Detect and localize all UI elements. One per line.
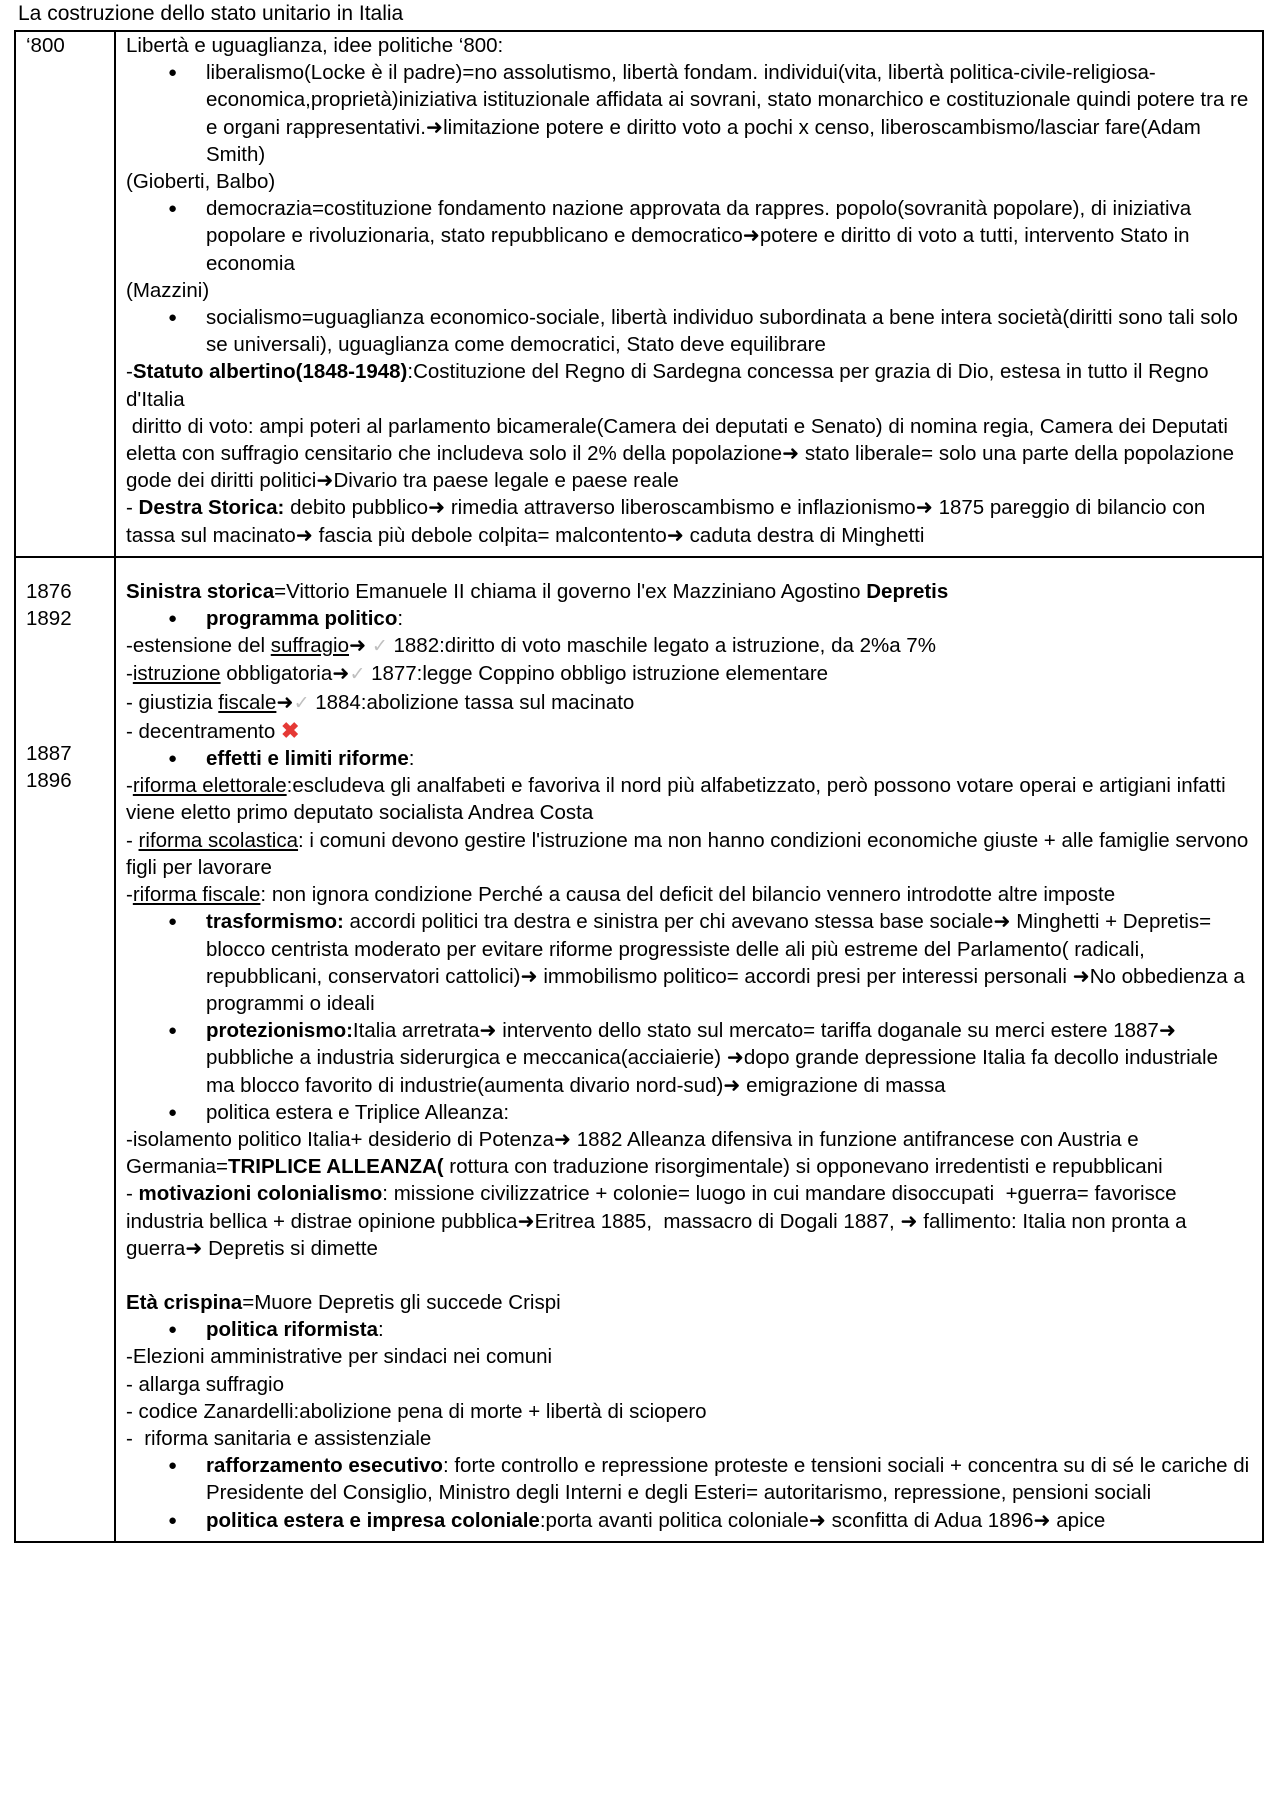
text-span: debito pubblico➜ rimedia attraverso liberoscambismo e inflazionismo➜ 1875 pareggio di bilancio con tassa sul macinato➜ fascia più debole colpita= malcontento➜ caduta destra di Minghetti bbox=[126, 496, 1211, 547]
text-span: accordi politici tra destra e sinistra per chi avevano stessa base sociale➜ Minghetti + Depretis= blocco centrista moderato per evitare riforme progressiste delle ali più estreme del Parlamento( radicali, repubblicani, conservatori cattolici)➜ immobilismo politico= accordi presi per interessi personali ➜No obbedienza a programmi o ideali bbox=[206, 910, 1245, 1015]
text-span: - giustizia bbox=[126, 690, 219, 714]
text-span: :escludeva gli analfabeti e favoriva il nord più alfabetizzato, però possono votare operai e artigiani infatti viene eletto primo deputato socialista Andrea Costa bbox=[126, 774, 1226, 825]
names-text: (Mazzini) bbox=[126, 278, 210, 302]
names-text: (Gioberti, Balbo) bbox=[126, 170, 276, 194]
list-item bbox=[168, 1316, 1252, 1343]
list-item bbox=[168, 745, 1252, 772]
checkmark-icon: ✓ bbox=[349, 664, 366, 686]
text-span: 1882:diritto di voto maschile legato a istruzione, da 2%a 7% bbox=[387, 634, 936, 658]
list-item: ● democrazia=costituzione fondamento nazione approvata da rappres. popolo(sovranità popolare), di iniziativa popolare e rivoluzionaria, stato repubblicano e democratico➜potere e diritto di voto a tutti, intervento Stato in economia bbox=[168, 195, 1252, 277]
bullet-list bbox=[126, 1452, 1252, 1534]
text-span: Italia arretrata➜ intervento dello stato sul mercato= tariffa doganale su merci estere 1887➜ pubbliche a industria siderurgica e meccanica(acciaierie) ➜dopo grande depressione Italia fa decollo industriale ma blocco favorito di industrie(aumenta divario nord-sud)➜ emigrazione di massa bbox=[206, 1019, 1219, 1097]
bullet-list bbox=[126, 59, 1252, 168]
bold-text: protezionismo: bbox=[206, 1019, 353, 1043]
text-span: : bbox=[397, 607, 404, 631]
underlined-text: riforma scolastica bbox=[138, 828, 299, 852]
date-cell bbox=[15, 31, 115, 557]
table-row bbox=[15, 557, 1263, 1542]
text-span: - bbox=[126, 774, 133, 798]
bold-text: TRIPLICE ALLEANZA( bbox=[227, 1155, 444, 1179]
underlined-text: riforma fiscale bbox=[132, 883, 261, 907]
text-span: ➜ bbox=[349, 634, 372, 658]
text-span: - bbox=[126, 1182, 139, 1206]
list-item: ● liberalismo(Locke è il padre)=no assolutismo, libertà fondam. individui(vita, libertà politica-civile-religiosa-economica,proprietà)iniziativa istituzionale affidata ai sovrani, stato monarchico e costituzionale quindi potere tra re e organi rappresentativi.➜limitazione potere e diritto voto a pochi x censo, liberoscambismo/lasciar fare(Adam Smith) bbox=[168, 59, 1252, 168]
bullet-list bbox=[126, 195, 1252, 277]
bold-text: effetti e limiti riforme bbox=[206, 747, 409, 771]
bullet-list bbox=[126, 1316, 1252, 1343]
bold-text: Depretis bbox=[866, 579, 949, 603]
text-span: - decentramento bbox=[126, 719, 281, 743]
text-span: -isolamento politico Italia+ desiderio di Potenza➜ 1882 Alleanza difensiva in funzione antifrancese con Austria e Germania= bbox=[126, 1127, 1139, 1179]
statuto-paragraph bbox=[126, 358, 1252, 412]
date-cell bbox=[15, 557, 115, 1542]
content-cell bbox=[115, 557, 1263, 1542]
programma-item bbox=[126, 689, 1252, 717]
list-item: ● socialismo=uguaglianza economico-sociale, libertà individuo subordinata a bene intera società(diritti sono tali solo se universali), uguaglianza come democratici, Stato deve equilibrare bbox=[168, 304, 1252, 358]
effetti-item bbox=[126, 827, 1252, 881]
date-label: 1876 bbox=[26, 579, 72, 603]
bold-text: politica estera e impresa coloniale bbox=[206, 1508, 540, 1532]
document-title: La costruzione dello stato unitario in Italia bbox=[18, 2, 404, 25]
text-span: rottura con traduzione risorgimentale) si opponevano irredentisti e repubblicani bbox=[443, 1155, 1163, 1179]
date-label: 1896 bbox=[26, 769, 72, 793]
underlined-text: riforma elettorale bbox=[132, 774, 287, 798]
bullet-list bbox=[126, 304, 1252, 358]
bold-text: motivazioni colonialismo bbox=[138, 1182, 383, 1206]
list-item: ● politica estera e Triplice Alleanza: bbox=[168, 1099, 1252, 1126]
programma-item bbox=[126, 632, 1252, 660]
content-cell bbox=[115, 31, 1263, 557]
bold-text: politica riformista bbox=[206, 1318, 379, 1342]
text-span: : i comuni devono gestire l'istruzione ma non hanno condizioni economiche giuste + alle famiglie servono figli per lavorare bbox=[126, 828, 1249, 879]
bullet-list bbox=[126, 908, 1252, 1126]
destra-paragraph bbox=[126, 494, 1252, 548]
text-span: : missione civilizzatrice + colonie= luogo in cui mandare disoccupati +guerra= favorisce industria bellica + distrae opinione pubblica➜Eritrea 1885, massacro di Dogali 1887, ➜ fallimento: Italia non pronta a guerra➜ Depretis si dimette bbox=[126, 1182, 1193, 1260]
spacer bbox=[26, 659, 114, 686]
riforma-item: -Elezioni amministrative per sindaci nei comuni bbox=[126, 1345, 553, 1369]
text-span: 1877:legge Coppino obbligo istruzione elementare bbox=[365, 662, 829, 686]
list-item bbox=[168, 1452, 1252, 1506]
bullet-list bbox=[126, 605, 1252, 632]
text-span: : bbox=[378, 1318, 384, 1342]
isolamento-paragraph bbox=[126, 1126, 1252, 1180]
bold-text: Destra Storica: bbox=[138, 496, 285, 520]
text-span: :Costituzione del Regno di Sardegna concessa per grazia di Dio, estesa in tutto il Regno d'Italia bbox=[126, 360, 1209, 411]
spacer bbox=[26, 686, 114, 713]
text-span: - bbox=[126, 496, 139, 520]
effetti-item bbox=[126, 772, 1252, 826]
date-label: 1892 bbox=[26, 607, 72, 631]
underlined-text: istruzione bbox=[132, 662, 221, 686]
text-span: - bbox=[126, 662, 133, 686]
list-item bbox=[168, 1017, 1252, 1099]
spacer bbox=[26, 632, 114, 659]
text-span: ➜ bbox=[276, 690, 294, 714]
text-span: -estensione del bbox=[126, 634, 271, 658]
text-span: obbligatoria➜ bbox=[220, 662, 350, 686]
checkmark-icon: ✓ bbox=[293, 692, 310, 714]
text-span: - bbox=[126, 360, 133, 384]
period-label: ‘800 bbox=[26, 34, 65, 57]
list-item bbox=[168, 1507, 1252, 1534]
bold-text: trasformismo: bbox=[206, 910, 344, 934]
bold-text: Età crispina bbox=[126, 1290, 243, 1314]
riforma-item: - riforma sanitaria e assistenziale bbox=[126, 1426, 432, 1450]
text-span: : non ignora condizione Perché a causa del deficit del bilancio vennero introdotte altre imposte bbox=[260, 883, 1116, 907]
text-span: =Muore Depretis gli succede Crispi bbox=[242, 1290, 561, 1314]
bold-text: Statuto albertino(1848-1948) bbox=[132, 360, 408, 384]
bold-text: programma politico bbox=[206, 607, 398, 631]
text-span: : forte controllo e repressione proteste e tensioni sociali + concentra su di sé le cariche di Presidente del Consiglio, Ministro degli Interni e degli Esteri= autoritarismo, repressione, pensioni sociali bbox=[206, 1454, 1250, 1505]
programma-item bbox=[126, 660, 1252, 688]
list-item bbox=[168, 908, 1252, 1017]
text-span: :porta avanti politica coloniale➜ sconfitta di Adua 1896➜ apice bbox=[539, 1508, 1106, 1532]
table-row bbox=[15, 31, 1263, 557]
bold-text: rafforzamento esecutivo bbox=[206, 1454, 443, 1478]
text-span: =Vittorio Emanuele II chiama il governo l'ex Mazziniano Agostino bbox=[274, 579, 867, 603]
bold-text: Sinistra storica bbox=[126, 579, 275, 603]
effetti-item bbox=[126, 881, 1252, 908]
date-list bbox=[26, 568, 114, 795]
text-span: - bbox=[126, 883, 133, 907]
spacer bbox=[26, 713, 114, 740]
colonialismo-paragraph bbox=[126, 1180, 1252, 1262]
list-item bbox=[168, 605, 1252, 632]
cross-icon: ✖ bbox=[280, 717, 300, 743]
date-label: 1887 bbox=[26, 742, 72, 766]
bullet-list bbox=[126, 745, 1252, 772]
intro-text: Libertà e uguaglianza, idee politiche ‘800: bbox=[126, 34, 504, 57]
riforma-item: - allarga suffragio bbox=[126, 1372, 285, 1396]
underlined-text: suffragio bbox=[270, 634, 349, 658]
text-span: : bbox=[408, 747, 415, 771]
programma-item bbox=[126, 717, 1252, 745]
sinistra-heading bbox=[126, 578, 1252, 605]
history-table bbox=[14, 30, 1264, 1543]
spacer bbox=[126, 1262, 1252, 1289]
crispi-heading bbox=[126, 1289, 1252, 1316]
voto-paragraph: diritto di voto: ampi poteri al parlamento bicamerale(Camera dei deputati e Senato) di nomina regia, Camera dei Deputati eletta con suffragio censitario che includeva solo il 2% della popolazione➜ stato liberale= solo una parte della popolazione gode dei diritti politici➜Divario tra paese legale e paese reale bbox=[126, 414, 1240, 493]
riforma-item: - codice Zanardelli:abolizione pena di morte + libertà di sciopero bbox=[126, 1399, 707, 1423]
checkmark-icon: ✓ bbox=[371, 636, 388, 658]
text-span: 1884:abolizione tassa sul macinato bbox=[309, 690, 635, 714]
underlined-text: fiscale bbox=[218, 690, 277, 714]
text-span: - bbox=[126, 828, 139, 852]
